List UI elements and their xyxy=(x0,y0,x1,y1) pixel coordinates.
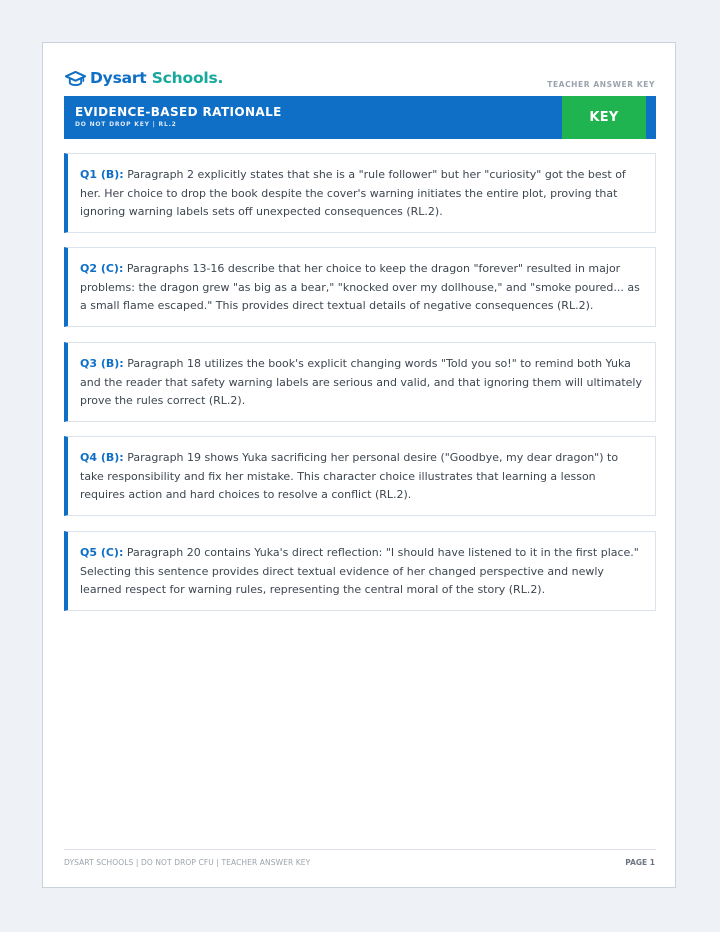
rationale-card-q1 xyxy=(64,153,656,233)
question-label: Q2 (C): xyxy=(80,262,124,275)
question-label: Q3 (B): xyxy=(80,357,124,370)
footer-text: DYSART SCHOOLS | DO NOT DROP CFU | TEACHER ANSWER KEY xyxy=(64,858,311,867)
rationale-text: Paragraph 18 utilizes the book's explicit changing words "Told you so!" to remind both Yuka and the reader that safety warning labels are serious and valid, and that ignoring them will ultimately prove the rules correct (RL.2). xyxy=(80,357,642,407)
key-badge: KEY xyxy=(562,96,646,139)
rationale-text: Paragraph 2 explicitly states that she is a "rule follower" but her "curiosity" got the best of her. Her choice to drop the book despite the cover's warning initiates the entire plot, proving that ignoring warning labels sets off unexpected consequences (RL.2). xyxy=(80,168,626,218)
answer-key-page xyxy=(42,42,676,888)
rationale-text: Paragraph 20 contains Yuka's direct reflection: "I should have listened to it in the first place." Selecting this sentence provides direct textual evidence of her changed perspective and newly learned respect for warning rules, representing the central moral of the story (RL.2). xyxy=(80,546,639,596)
rationale-card-q2 xyxy=(64,247,656,327)
document-type-label: TEACHER ANSWER KEY xyxy=(547,80,655,89)
rationale-card-q5 xyxy=(64,531,656,611)
rationale-card-q4 xyxy=(64,436,656,516)
rationale-text: Paragraphs 13-16 describe that her choice to keep the dragon "forever" resulted in major problems: the dragon grew "as big as a bear," "knocked over my dollhouse," and "smoke poured... as a small flame escaped." This provides direct textual details of negative consequences (RL.2). xyxy=(80,262,640,312)
footer-divider xyxy=(64,849,656,850)
graduation-cap-icon xyxy=(65,70,86,87)
question-label: Q4 (B): xyxy=(80,451,124,464)
brand-name-secondary: Schools. xyxy=(151,69,224,87)
question-label: Q1 (B): xyxy=(80,168,124,181)
page-number: PAGE 1 xyxy=(625,858,655,867)
banner-title: EVIDENCE-BASED RATIONALE xyxy=(75,105,282,119)
school-logo xyxy=(65,67,223,89)
rationale-text: Paragraph 19 shows Yuka sacrificing her personal desire ("Goodbye, my dear dragon") to take responsibility and fix her mistake. This character choice illustrates that learning a lesson requires action and hard choices to resolve a conflict (RL.2). xyxy=(80,451,619,501)
question-label: Q5 (C): xyxy=(80,546,124,559)
section-banner xyxy=(64,96,656,139)
banner-subtitle: DO NOT DROP KEY | RL.2 xyxy=(75,121,177,128)
rationale-card-q3 xyxy=(64,342,656,422)
brand-name-primary: Dysart xyxy=(90,69,147,87)
